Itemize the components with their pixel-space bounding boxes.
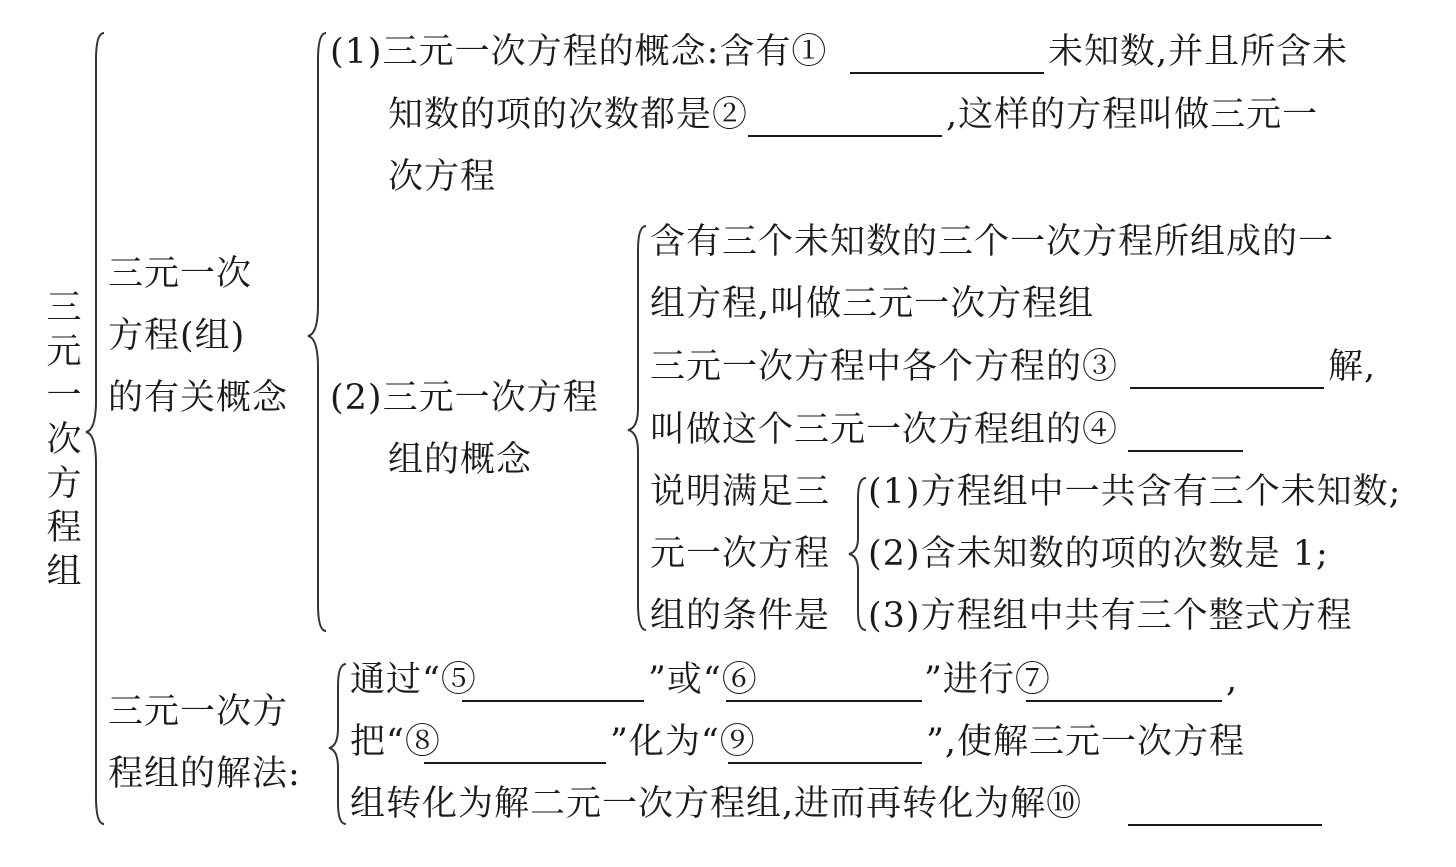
conditions-label-line: 说明满足三 [650,472,831,512]
blank-6 [726,700,922,702]
root-char: 程 [46,508,82,548]
concepts-heading-line: 的有关概念 [108,378,289,418]
blank-4 [1128,450,1243,452]
solution-text: ”化为“⑨ [610,722,756,762]
system-brace [628,226,646,630]
solution-text: 组转化为解二元一次方程组,进而再转化为解⑩ [350,784,1083,824]
root-char: 三 [46,288,82,328]
equation-line: ,这样的方程叫做三元一 [946,95,1319,135]
equation-line: 未知数,并且所含未 [1048,32,1349,72]
solution-heading-line: 三元一次方 [108,692,289,732]
condition-item: (1)方程组中一共含有三个未知数; [868,472,1402,512]
blank-7 [1026,700,1222,702]
blank-8 [424,762,606,764]
solution-heading-line: 程组的解法: [108,754,301,794]
solution-brace [329,664,346,824]
solution-text: 通过“⑤ [350,660,477,700]
system-line: 含有三个未知数的三个一次方程所组成的一 [650,222,1335,262]
system-line: 叫做这个三元一次方程组的④ [650,410,1119,450]
equation-line: (1)三元一次方程的概念:含有① [330,32,828,72]
blank-3 [1130,387,1324,389]
system-heading-line: 组的概念 [388,440,533,480]
root-char: 方 [46,464,82,504]
root-char: 次 [46,420,82,460]
root-char: 一 [46,376,82,416]
solution-text: ”,使解三元一次方程 [926,722,1246,762]
system-heading-line: (2)三元一次方程 [330,378,599,418]
conditions-label-line: 组的条件是 [650,596,831,636]
solution-text: 把“⑧ [350,722,441,762]
root-char: 组 [46,552,82,592]
blank-9 [728,762,922,764]
conditions-brace [849,478,866,630]
solution-text: , [1226,660,1239,700]
blank-1 [850,72,1044,74]
solution-text: ”或“⑥ [648,660,758,700]
solution-text: ”进行⑦ [924,660,1051,700]
blank-2 [748,135,942,137]
blank-10 [1128,824,1322,826]
root-brace [86,33,104,824]
root-label [44,286,84,594]
condition-item: (2)含未知数的项的次数是 1; [868,534,1329,574]
concepts-heading-line: 方程(组) [108,316,246,356]
blank-5 [462,700,644,702]
conditions-label-line: 元一次方程 [650,534,831,574]
system-line: 解, [1328,347,1377,387]
condition-item: (3)方程组中共有三个整式方程 [868,596,1353,636]
concepts-brace [308,33,326,631]
equation-line: 知数的项的次数都是② [388,95,749,135]
system-line: 组方程,叫做三元一次方程组 [650,284,1095,324]
concepts-heading-line: 三元一次 [108,254,253,294]
equation-line: 次方程 [388,157,497,197]
system-line: 三元一次方程中各个方程的③ [650,347,1119,387]
root-char: 元 [46,332,82,372]
